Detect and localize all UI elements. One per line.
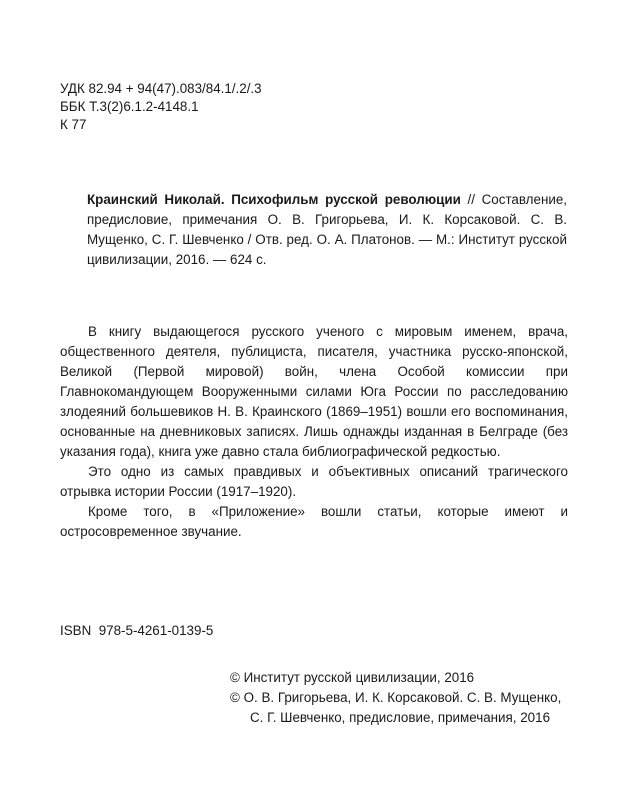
annotation-paragraph: В книгу выдающегося русского ученого с мировым именем, врача, общественного деятеля, публициста, писателя, участника русско-японской, Великой (Первой мировой) войн, члена Особой комиссии при Главнокомандующем Вооруженными силами Юга России по расследованию злодеяний большевиков Н. В. Краинского (1869–1951) вошли его воспоминания, основанные на дневниковых записях. Лишь однажды изданная в Белграде (без указания года), книга уже давно стала библиографической редкостью. — [60, 324, 568, 459]
copyright-line: © О. В. Григорьева, И. К. Корсаковой. С. В. Мущенко, — [230, 690, 562, 705]
annotation-paragraph: Это одно из самых правдивых и объективных описаний трагического отрывка истории России (1917–1920). — [60, 464, 568, 499]
copyright-line: © Институт русской цивилизации, 2016 — [230, 670, 475, 685]
bibliographic-record — [87, 190, 567, 270]
author-mark: К 77 — [60, 117, 87, 132]
annotation-paragraph: Кроме того, в «Приложение» вошли статьи, которые имеют и остросовременное звучание. — [60, 504, 568, 539]
bbk-code: ББК Т.3(2)6.1.2-4148.1 — [60, 99, 199, 114]
copyright-block — [230, 668, 561, 728]
isbn: ISBN 978-5-4261-0139-5 — [60, 623, 214, 638]
annotation — [60, 322, 568, 542]
udk-code: УДК 82.94 + 94(47).083/84.1/.2/.3 — [60, 81, 262, 96]
author-title: Краинский Николай. Психофильм русской революции — [87, 192, 461, 207]
bibliographic-details: // Составление, предисловие, примечания О. В. Григорьева, И. К. Корсаковой. С. В. Мущенко, С. Г. Шевченко / Отв. ред. О. А. Платонов. — М.: Институт русской цивилизации, 2016. — 624 с. — [87, 192, 567, 267]
copyright-line: С. Г. Шевченко, предисловие, примечания, 2016 — [250, 710, 551, 725]
classification-block — [60, 80, 262, 134]
